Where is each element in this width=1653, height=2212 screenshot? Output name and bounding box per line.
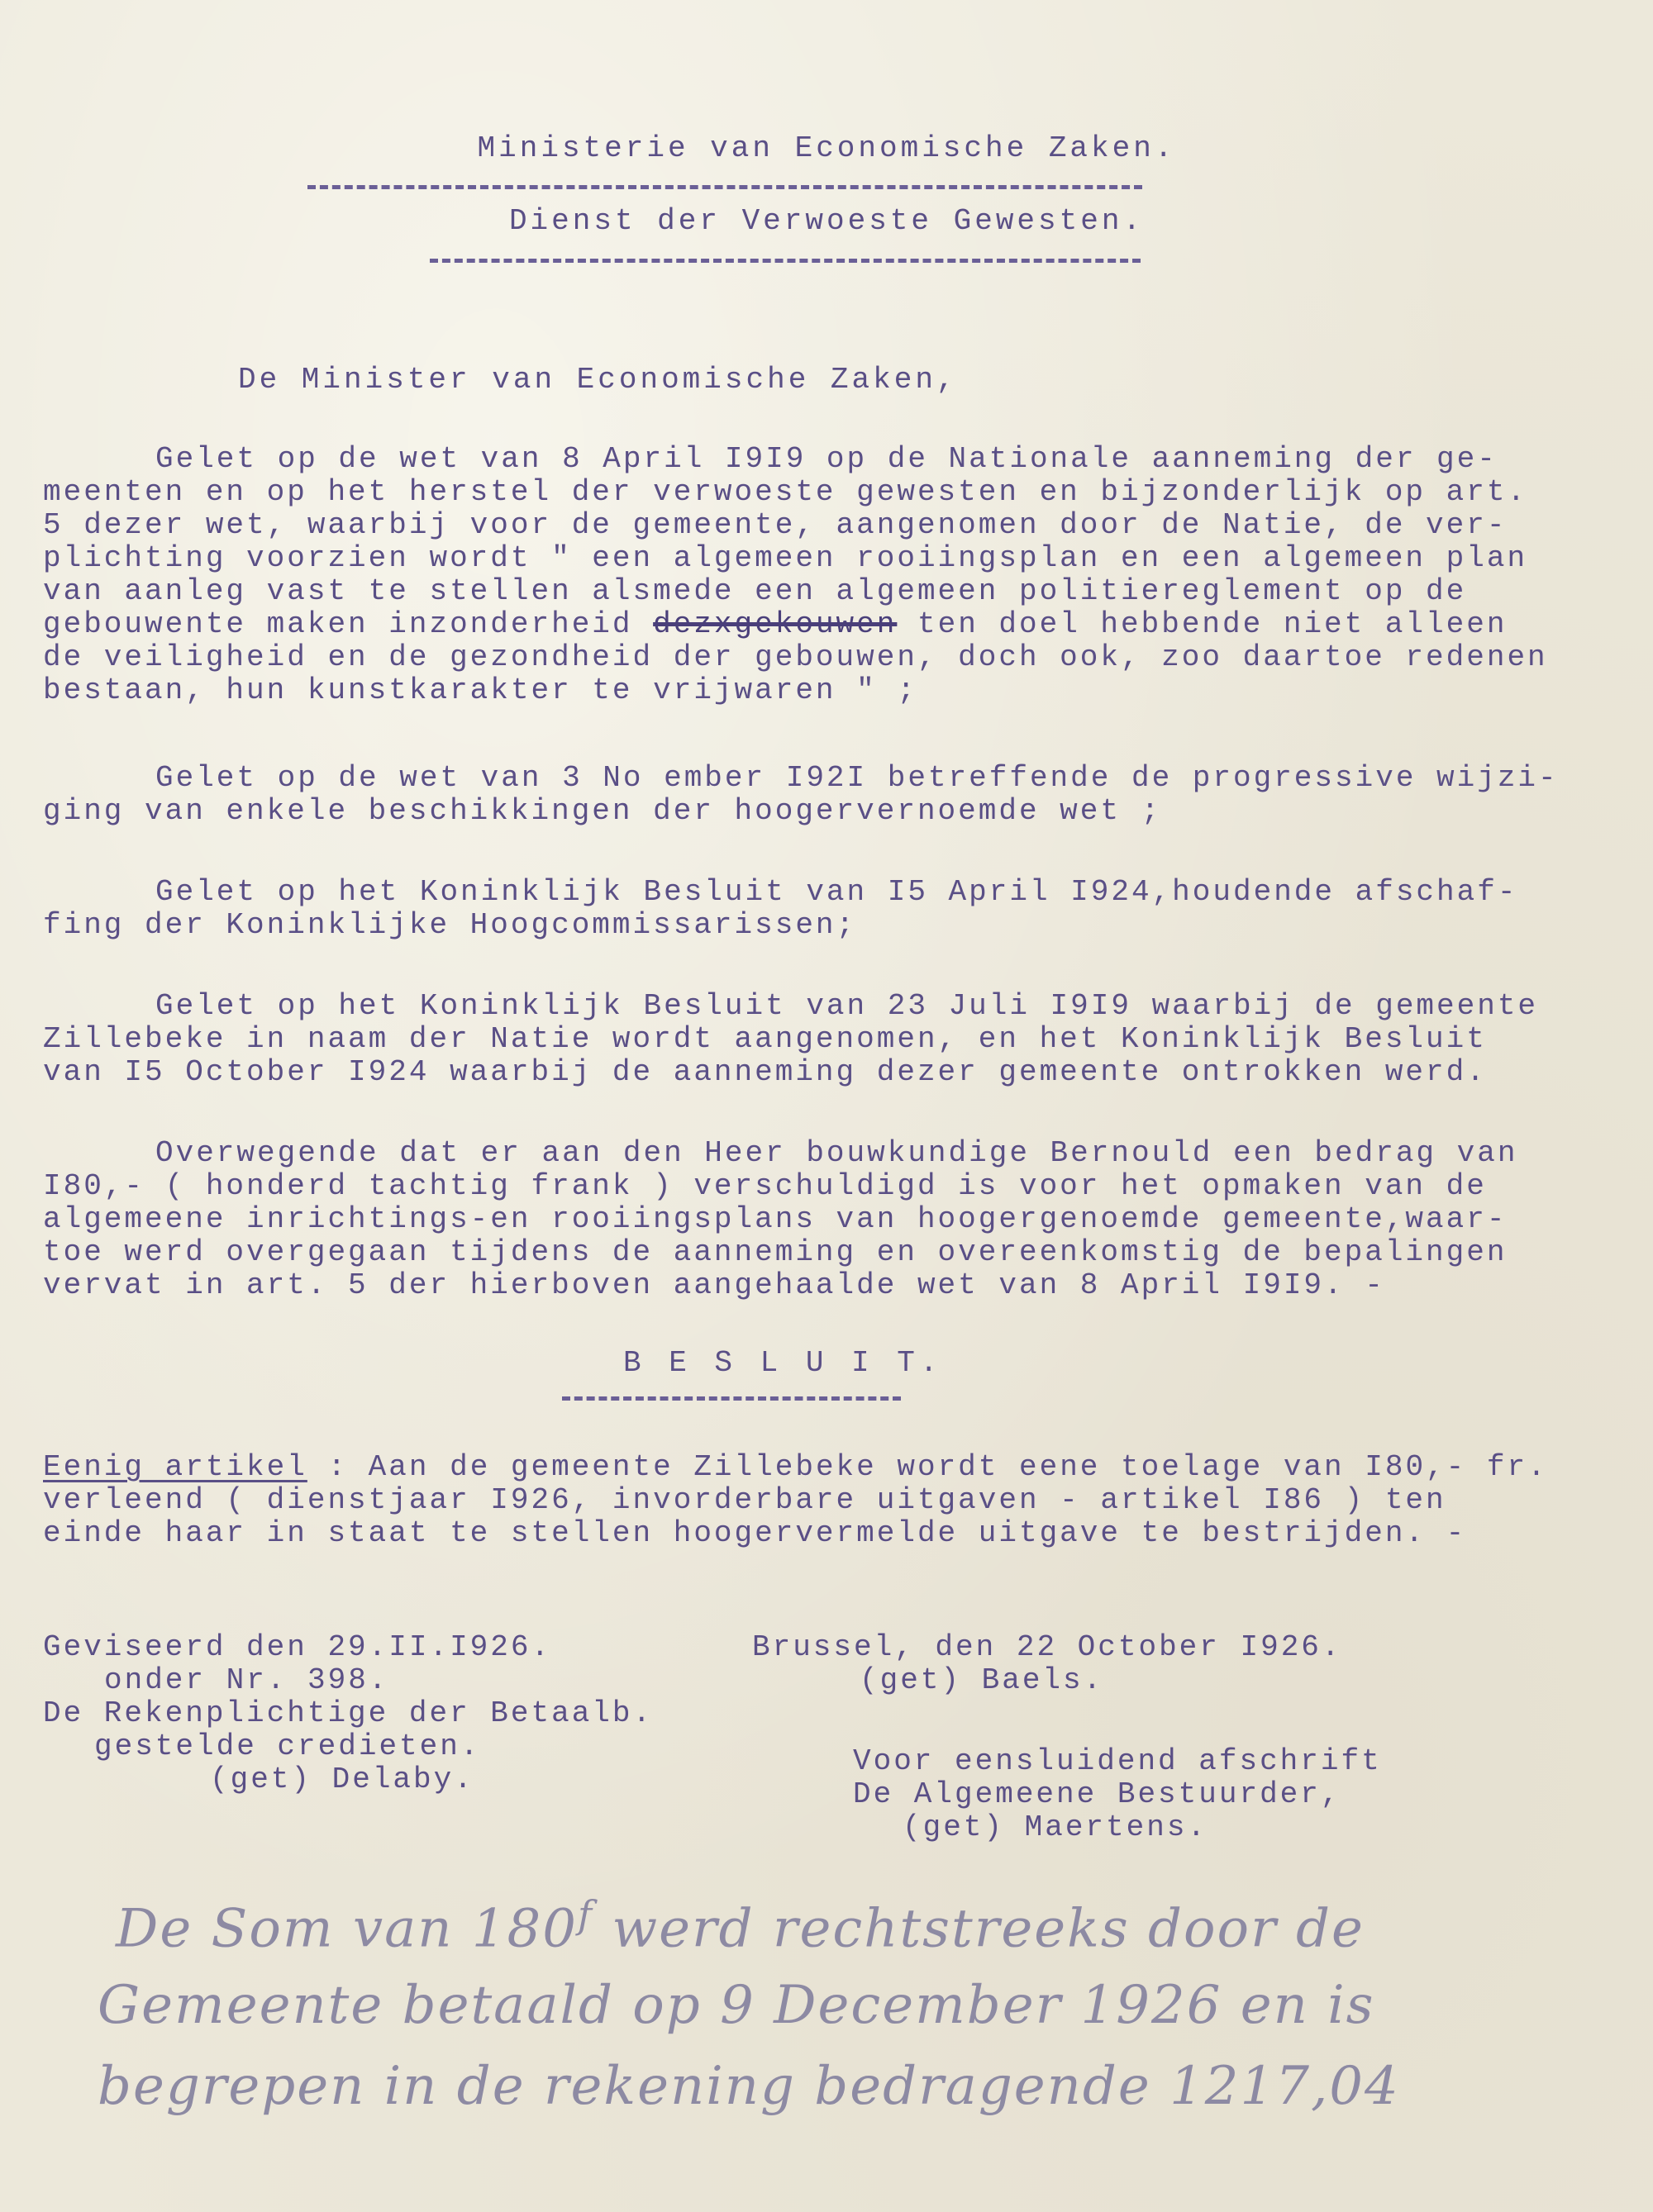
sig-right-line-6: (get) Maertens. xyxy=(903,1810,1208,1844)
p3-line-1: Gelet op het Koninklijk Besluit van I5 April I924,houdende afschaf- xyxy=(155,875,1518,909)
p1-line-3: 5 dezer wet, waarbij voor de gemeente, aangenomen door de Natie, de ver- xyxy=(43,508,1508,542)
p1-line-1: Gelet op de wet van 8 April I9I9 op de Nationale aanneming der ge- xyxy=(155,442,1498,476)
p5-line-2: I80,- ( honderd tachtig frank ) verschuldigd is voor het opmaken van de xyxy=(43,1169,1487,1203)
p1-line-2: meenten en op het herstel der verwoeste gewesten en bijzonderlijk op art. xyxy=(43,475,1528,509)
struck-out-word: dezxgekouwen xyxy=(653,607,898,641)
sig-left-line-1: Geviseerd den 29.II.I926. xyxy=(43,1630,552,1664)
p1-line-7: de veiligheid en de gezondheid der gebouwen, doch ook, zoo daartoe redenen xyxy=(43,640,1548,674)
sig-right-line-5: De Algemeene Bestuurder, xyxy=(853,1777,1341,1811)
p1-line-6-text: te maken inzonderheid xyxy=(205,607,633,641)
p4-line-2: Zillebeke in naam der Natie wordt aangenomen, en het Koninklijk Besluit xyxy=(43,1022,1487,1056)
sig-right-line-1: Brussel, den 22 October I926. xyxy=(752,1630,1342,1664)
sig-left-line-4: gestelde credieten. xyxy=(94,1729,481,1763)
p5-line-1: Overwegende dat er aan den Heer bouwkundige Bernould een bedrag van xyxy=(155,1136,1518,1170)
hw-line-2: Gemeente betaald op 9 December 1926 en is xyxy=(98,1975,1375,2036)
p1-line-6 xyxy=(43,607,1508,643)
minister-line: De Minister van Economische Zaken, xyxy=(238,363,958,397)
p2-line-1: Gelet op de wet van 3 No ember I92I betreffende de progressive wijzi- xyxy=(155,761,1559,795)
p4-line-1: Gelet op het Koninklijk Besluit van 23 Juli I9I9 waarbij de gemeente xyxy=(155,989,1539,1023)
hw-superscript-f: f xyxy=(577,1892,593,1937)
p1-line-4: plichting voorzien wordt " een algemeen rooiingsplan en een algemeen plan xyxy=(43,541,1528,575)
p1-line-5: van aanleg vast te stellen alsmede een algemeen politiereglement op de xyxy=(43,574,1467,608)
sig-right-line-4: Voor eensluidend afschrift xyxy=(853,1744,1382,1778)
p5-line-5: vervat in art. 5 der hierboven aangehaalde wet van 8 April I9I9. - xyxy=(43,1268,1385,1302)
sig-left-line-3: De Rekenplichtige der Betaalb. xyxy=(43,1696,654,1730)
header-rule-1 xyxy=(307,185,1142,189)
p5-line-3: algemeene inrichtings-en rooiingsplans van hoogergenoemde gemeente,waar- xyxy=(43,1202,1508,1236)
article-line-3: einde haar in staat te stellen hoogervermelde uitgave te bestrijden. - xyxy=(43,1516,1467,1550)
sig-right-line-2: (get) Baels. xyxy=(860,1663,1104,1697)
p1-gebouwen: gebouwen xyxy=(43,607,206,641)
hw-line-1-start: De Som van 180 xyxy=(116,1898,578,1960)
sig-left-line-2: onder Nr. 398. xyxy=(104,1663,389,1697)
sig-left-line-5: (get) Delaby. xyxy=(210,1762,474,1796)
p4-line-3: van I5 October I924 waarbij de aanneming dezer gemeente ontrokken werd. xyxy=(43,1055,1487,1089)
besluit-rule xyxy=(562,1396,901,1401)
article-label: Eenig artikel xyxy=(43,1450,307,1484)
article-line-1-text: : Aan de gemeente Zillebeke wordt eene toelage van I80,- fr. xyxy=(307,1450,1548,1484)
article-line-2: verleend ( dienstjaar I926, invorderbare uitgaven - artikel I86 ) ten xyxy=(43,1483,1446,1517)
hw-line-1 xyxy=(116,1892,1365,1959)
header-rule-2 xyxy=(430,259,1141,263)
p1-line-6-end: ten doel hebbende niet alleen xyxy=(917,607,1508,641)
p1-line-8: bestaan, hun kunstkarakter te vrijwaren " ; xyxy=(43,673,917,707)
service-heading: Dienst der Verwoeste Gewesten. xyxy=(508,204,1145,238)
hw-line-3: begrepen in de rekening bedragende 1217,04 xyxy=(98,2056,1400,2117)
article-line-1 xyxy=(43,1449,1548,1486)
p3-line-2: fing der Koninklijke Hoogcommissarissen; xyxy=(43,908,857,942)
hw-line-1-end: werd rechtstreeks door de xyxy=(612,1898,1365,1960)
ministry-heading: Ministerie van Economische Zaken. xyxy=(477,131,1176,165)
p2-line-2: ging van enkele beschikkingen der hoogervernoemde wet ; xyxy=(43,794,1162,828)
besluit-heading: B E S L U I T. xyxy=(623,1346,943,1380)
p5-line-4: toe werd overgegaan tijdens de aanneming en overeenkomstig de bepalingen xyxy=(43,1235,1508,1269)
